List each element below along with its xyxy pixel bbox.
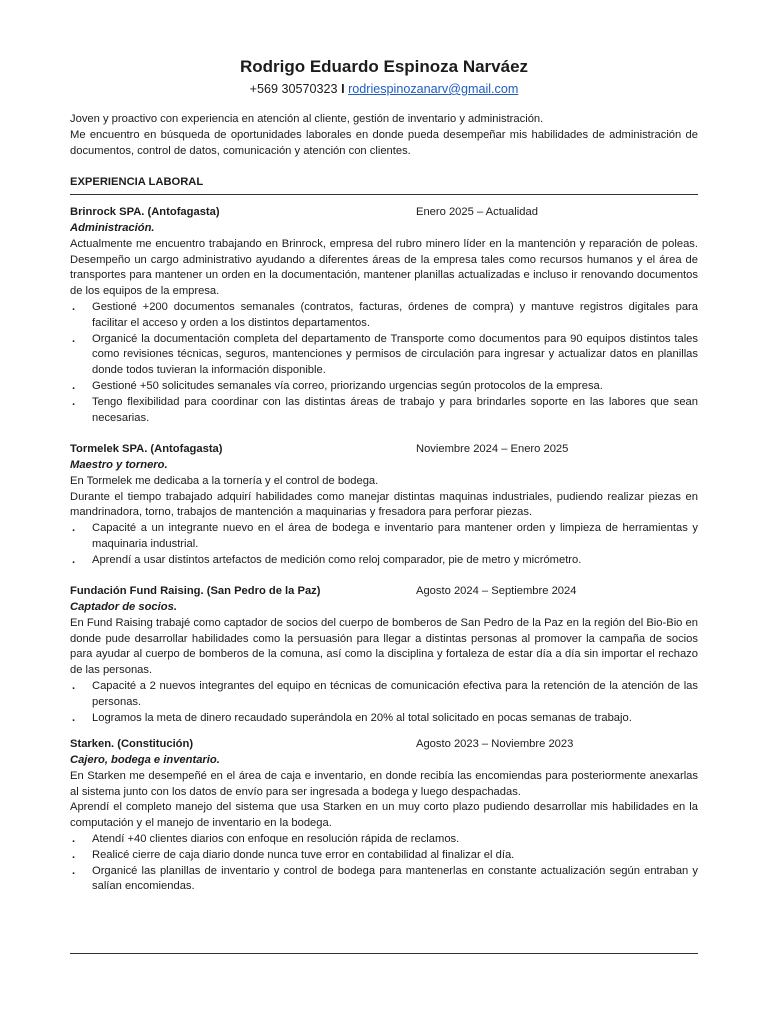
list-item: . Organicé las planillas de inventario y control de bodega para mantenerlas en constante actualización según entraban y salían encomiendas. — [72, 864, 698, 893]
candidate-name: Rodrigo Eduardo Espinoza Narváez — [239, 57, 529, 76]
job-entry — [70, 205, 698, 426]
summary-line: Joven y proactivo con experiencia en atención al cliente, gestión de inventario y administración. — [70, 113, 544, 125]
job-dates: Agosto 2023 – Noviembre 2023 — [416, 738, 574, 750]
company-name: Fundación Fund Raising. (San Pedro de la Paz) — [70, 585, 321, 597]
bottom-divider — [70, 953, 698, 954]
job-entry — [70, 442, 698, 569]
job-achievements — [70, 679, 698, 726]
list-item: . Realicé cierre de caja diario donde nunca tuve error en contabilidad al finalizar el día. — [70, 848, 698, 864]
list-item: . Capacité a un integrante nuevo en el área de bodega e inventario para mantener orden y limpieza de herramientas y maquinaria industrial. — [72, 522, 698, 550]
bullet-icon: . — [72, 379, 76, 392]
job-achievements — [70, 521, 698, 568]
contact-separator: I — [341, 82, 345, 96]
list-item: . Gestioné +50 solicitudes semanales vía correo, priorizando urgencias según protocolos de la empresa. — [70, 379, 698, 395]
bullet-icon: . — [72, 395, 76, 408]
job-role: Cajero, bodega e inventario. — [70, 754, 220, 766]
bullet-icon: . — [72, 300, 76, 313]
bullet-icon: . — [72, 332, 76, 345]
job-dates: Agosto 2024 – Septiembre 2024 — [416, 585, 577, 597]
job-description: Durante el tiempo trabajado adquirí habilidades como manejar distintas maquinas industriales, pudiendo realizar piezas en mandrinadora, torno, trabajos de mantención a maquinarias y fresadora para perforar piezas. — [70, 490, 698, 519]
list-item: . Organicé la documentación completa del departamento de Transporte como documentos para 90 equipos distintos tales como revisiones técnicas, seguros, mantenciones y permisos de circulación para ingresar y actualizar datos en planillas donde todos tuvieran la información disponible. — [72, 332, 698, 377]
job-description: En Starken me desempeñé en el área de caja e inventario, en donde recibía las encomiendas para posteriormente anexarlas al sistema junto con los datos de envío para ser ingresada a bodega y luego despachadas. — [70, 769, 698, 798]
company-name: Tormelek SPA. (Antofagasta) — [70, 443, 223, 455]
list-item: . Aprendí a usar distintos artefactos de medición como reloj comparador, pie de metro y micrómetro. — [70, 553, 698, 569]
bullet-icon: . — [72, 832, 76, 845]
list-item: . Logramos la meta de dinero recaudado superándola en 20% al total solicitado en pocas semanas de trabajo. — [70, 711, 698, 727]
phone-number: +569 30570323 — [249, 82, 338, 96]
job-role: Captador de socios. — [70, 601, 177, 613]
profile-summary — [70, 111, 698, 160]
email-link[interactable]: rodriespinozanarv@gmail.com — [348, 82, 519, 96]
contact-line — [70, 82, 698, 96]
bullet-icon: . — [72, 553, 76, 566]
job-dates: Enero 2025 – Actualidad — [416, 206, 538, 218]
list-item: . Gestioné +200 documentos semanales (contratos, facturas, órdenes de compra) y mantuve registros digitales para facilitar el acceso y orden a los distintos departamentos. — [72, 300, 698, 329]
summary-line: Me encuentro en búsqueda de oportunidades laborales en donde pueda desempeñar mis habilidades de administración de documentos, control de datos, comunicación y atención con clientes. — [70, 129, 698, 158]
job-entry — [70, 584, 698, 726]
company-name: Brinrock SPA. (Antofagasta) — [70, 206, 220, 218]
section-divider — [70, 194, 698, 195]
list-item: . Capacité a 2 nuevos integrantes del equipo en técnicas de comunicación efectiva para la retención de la atención de las personas. — [72, 679, 698, 708]
section-title: EXPERIENCIA LABORAL — [70, 176, 204, 188]
bullet-icon: . — [72, 522, 76, 535]
bullet-icon: . — [72, 711, 76, 724]
job-role: Maestro y tornero. — [70, 459, 168, 471]
job-description: En Fund Raising trabajé como captador de socios del cuerpo de bomberos de San Pedro de la Paz en la región del Bio-Bio en donde pude desarrollar habilidades como la persuasión para llegar a distintas personas al promover la campaña de socios para ayudar al cuerpo de bomberos de la comuna, así como la disciplina y fortaleza de estar día a día sin importar el rechazo de las personas. — [70, 616, 698, 677]
job-dates: Noviembre 2024 – Enero 2025 — [416, 443, 569, 455]
job-description: En Tormelek me dedicaba a la tornería y el control de bodega. — [70, 474, 379, 487]
job-achievements — [70, 832, 698, 895]
bullet-icon: . — [72, 848, 76, 861]
bullet-icon: . — [72, 864, 76, 877]
list-item: . Tengo flexibilidad para coordinar con las distintas áreas de trabajo y para brindarles soporte en las labores que sean necesarias. — [72, 395, 698, 424]
job-achievements — [70, 300, 698, 426]
job-role: Administración. — [70, 222, 155, 234]
job-description: Aprendí el completo manejo del sistema que usa Starken en un muy corto plazo pudiendo desarrollar mis habilidades en la computación y el manejo de inventario en la bodega. — [70, 801, 698, 830]
list-item: . Atendí +40 clientes diarios con enfoque en resolución rápida de reclamos. — [70, 832, 698, 848]
bullet-icon: . — [72, 679, 76, 692]
job-description: Actualmente me encuentro trabajando en Brinrock, empresa del rubro minero líder en la mantención y reparación de poleas. Desempeño un cargo administrativo ayudando a diferentes áreas de la empresa tales como recursos humanos y el área de transportes para mantener un orden en la documentación, mantener planillas actualizadas e incluso ir renovando documentos de los equipos de la empresa. — [70, 237, 698, 298]
company-name: Starken. (Constitución) — [70, 738, 194, 750]
job-entry — [70, 737, 698, 895]
